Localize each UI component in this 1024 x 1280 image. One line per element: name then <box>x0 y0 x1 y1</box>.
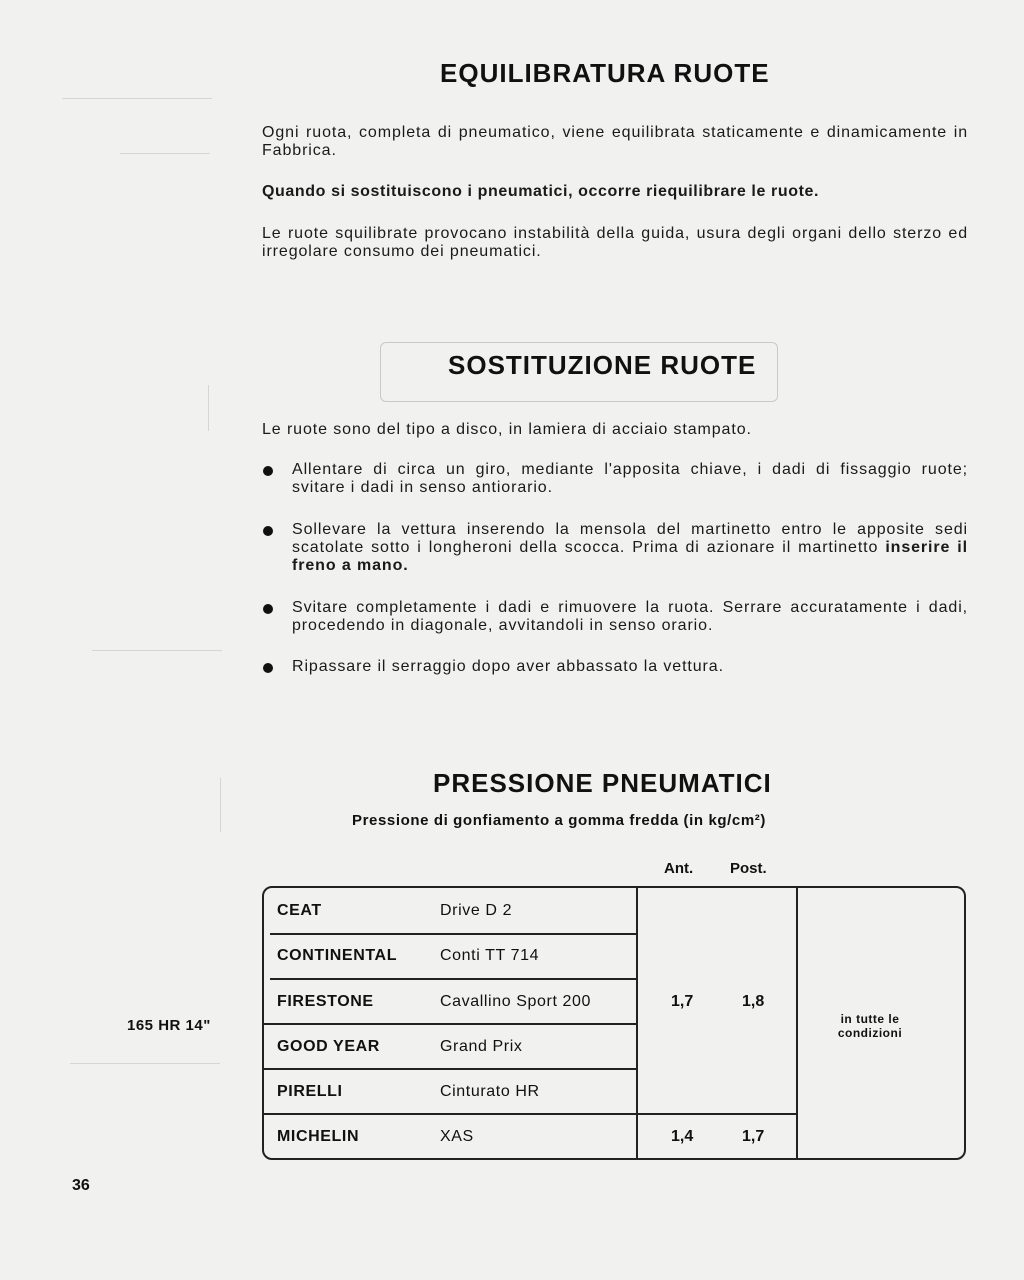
row-divider <box>270 933 636 935</box>
pressure-post-value: 1,7 <box>742 1128 765 1145</box>
table-cell-model: Conti TT 714 <box>440 947 540 964</box>
pressure-post-value: 1,8 <box>742 993 765 1010</box>
title-pressione: PRESSIONE PNEUMATICI <box>433 768 772 798</box>
table-cell-model: Drive D 2 <box>440 902 513 919</box>
equilibratura-paragraph-1: Ogni ruota, completa di pneumatico, viene equilibrata staticamente e dinamicamente in Fabbrica. <box>262 124 968 159</box>
equilibratura-paragraph-2: Quando si sostituiscono i pneumatici, occorre riequilibrare le ruote. <box>262 183 820 200</box>
table-cell-brand: FIRESTONE <box>277 993 374 1010</box>
bleed-through-texture <box>62 78 212 99</box>
conditions-note: in tutte le condizioni <box>837 1012 903 1040</box>
bleed-through-texture <box>110 778 221 832</box>
row-divider <box>270 978 636 980</box>
title-equilibratura: EQUILIBRATURA RUOTE <box>440 58 770 88</box>
bullet-dot <box>263 604 273 614</box>
bullet-dot <box>263 466 273 476</box>
page-number: 36 <box>72 1177 90 1194</box>
column-header-post: Post. <box>730 860 767 877</box>
table-cell-brand: CEAT <box>277 902 322 919</box>
bullet-text: Sollevare la vettura inserendo la mensola del martinetto entro le apposite sedi scatolate sotto i longheroni della scocca. Prima di azionare il martinetto <box>292 521 968 556</box>
table-cell-model: Grand Prix <box>440 1038 523 1055</box>
sostituzione-intro: Le ruote sono del tipo a disco, in lamiera di acciaio stampato. <box>262 421 752 438</box>
title-sostituzione: SOSTITUZIONE RUOTE <box>448 350 757 380</box>
bullet-dot <box>263 526 273 536</box>
pressione-subtitle: Pressione di gonfiamento a gomma fredda (in kg/cm²) <box>352 812 766 829</box>
bullet-item <box>292 658 968 676</box>
table-divider <box>636 887 638 1159</box>
pressure-ant-value: 1,7 <box>671 993 694 1010</box>
table-cell-brand: MICHELIN <box>277 1128 360 1145</box>
bullet-dot <box>263 663 273 673</box>
row-divider <box>264 1113 796 1115</box>
table-divider <box>796 887 798 1159</box>
row-divider <box>264 1023 636 1025</box>
bullet-item <box>292 521 968 575</box>
table-cell-model: XAS <box>440 1128 474 1145</box>
equilibratura-paragraph-3: Le ruote squilibrate provocano instabilità della guida, usura degli organi dello sterzo ed irregolare consumo dei pneumatici. <box>262 225 968 260</box>
table-cell-brand: CONTINENTAL <box>277 947 398 964</box>
bleed-through-texture <box>70 1045 220 1064</box>
table-cell-brand: GOOD YEAR <box>277 1038 380 1055</box>
bullet-item <box>292 599 968 635</box>
table-cell-brand: PIRELLI <box>277 1083 343 1100</box>
bullet-text: Allentare di circa un giro, mediante l'apposita chiave, i dadi di fissaggio ruote; svitare i dadi in senso antiorario. <box>292 461 968 496</box>
bleed-through-texture <box>92 632 222 651</box>
bullet-text: Ripassare il serraggio dopo aver abbassato la vettura. <box>292 658 724 675</box>
bullet-item <box>292 461 968 497</box>
bleed-through-texture <box>128 385 209 431</box>
row-divider <box>264 1068 636 1070</box>
bullet-text: Svitare completamente i dadi e rimuovere la ruota. Serrare accuratamente i dadi, procedendo in diagonale, avvitandoli in senso orario. <box>292 599 968 634</box>
pressure-ant-value: 1,4 <box>671 1128 694 1145</box>
tyre-size-label: 165 HR 14" <box>127 1017 211 1034</box>
table-cell-model: Cavallino Sport 200 <box>440 993 592 1010</box>
table-cell-model: Cinturato HR <box>440 1083 540 1100</box>
bullet-text-emphasis: inserire il freno a mano. <box>292 539 968 574</box>
bleed-through-texture <box>120 135 210 154</box>
column-header-ant: Ant. <box>664 860 694 877</box>
